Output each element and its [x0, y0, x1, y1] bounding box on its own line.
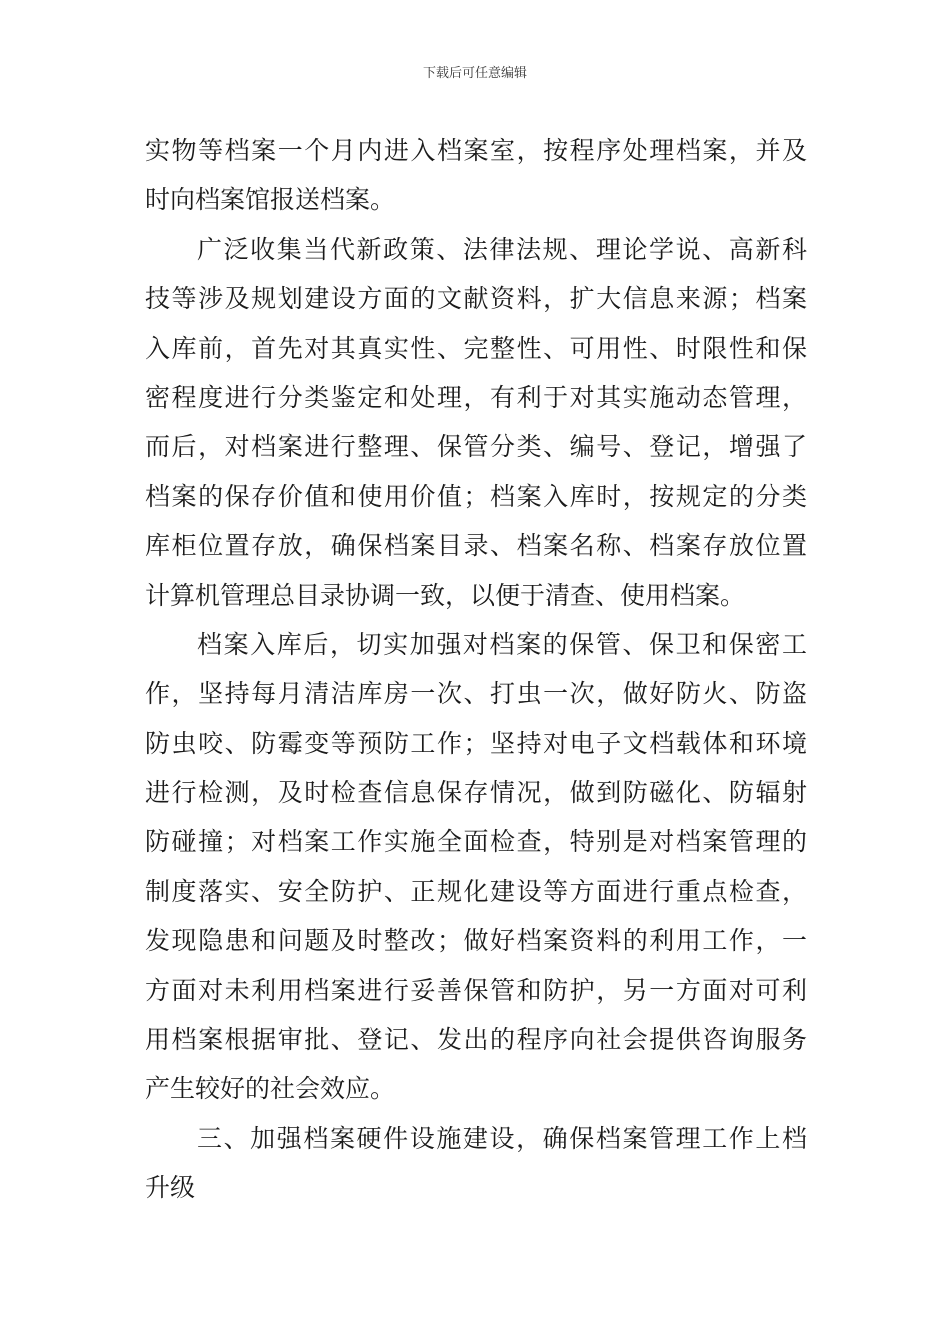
text-line: 防虫咬、防霉变等预防工作；坚持对电子文档载体和环境 [145, 728, 807, 758]
text-line: 进行检测，及时检查信息保存情况，做到防磁化、防辐射 [145, 778, 807, 808]
text-line: 入库前，首先对其真实性、完整性、可用性、时限性和保 [145, 333, 807, 363]
text-line: 档案的保存价值和使用价值；档案入库时，按规定的分类 [145, 481, 807, 511]
text-line: 用档案根据审批、登记、发出的程序向社会提供咨询服务 [145, 1025, 807, 1055]
text-line: 产生较好的社会效应。 [145, 1074, 396, 1104]
text-line: 而后，对档案进行整理、保管分类、编号、登记，增强了 [145, 432, 807, 462]
page-header: 下载后可任意编辑 [422, 66, 527, 81]
text-line: 时向档案馆报送档案。 [145, 185, 396, 215]
text-line: 方面对未利用档案进行妥善保管和防护，另一方面对可利 [145, 975, 807, 1005]
text-line: 实物等档案一个月内进入档案室，按程序处理档案，并及 [145, 136, 807, 165]
paragraph-first-line: 档案入库后，切实加强对档案的保管、保卫和保密工 [197, 629, 807, 659]
text-line: 密程度进行分类鉴定和处理，有利于对其实施动态管理， [145, 382, 807, 412]
section-heading: 三、加强档案硬件设施建设，确保档案管理工作上档 [197, 1123, 807, 1153]
document-body [145, 126, 807, 1213]
text-line: 计算机管理总目录协调一致，以便于清查、使用档案。 [145, 580, 746, 610]
text-line: 发现隐患和问题及时整改；做好档案资料的利用工作，一 [145, 926, 807, 956]
text-line: 制度落实、安全防护、正规化建设等方面进行重点检查， [145, 876, 807, 906]
text-line: 防碰撞；对档案工作实施全面检查，特别是对档案管理的 [145, 827, 807, 857]
text-line: 库柜位置存放，确保档案目录、档案名称、档案存放位置 [145, 531, 807, 561]
section-heading-continued: 升级 [145, 1173, 196, 1203]
text-line: 作，坚持每月清洁库房一次、打虫一次，做好防火、防盗 [145, 679, 807, 709]
paragraph-first-line: 广泛收集当代新政策、法律法规、理论学说、高新科 [197, 234, 807, 264]
text-line: 技等涉及规划建设方面的文献资料，扩大信息来源；档案 [145, 284, 807, 314]
